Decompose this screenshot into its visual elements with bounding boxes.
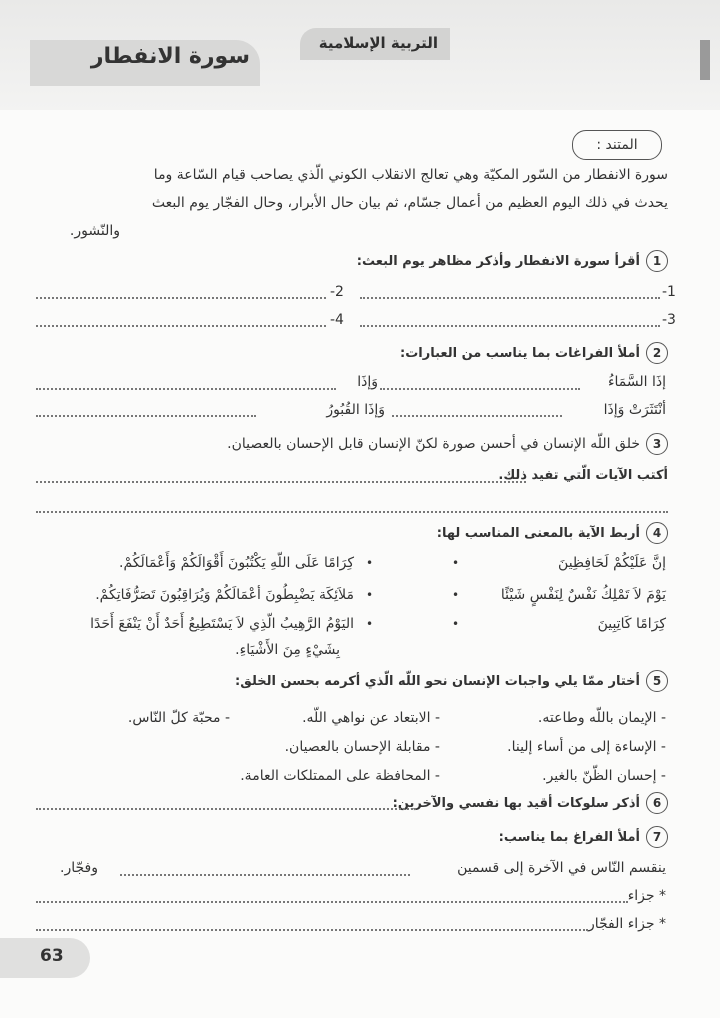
question-text: أختار ممّا يلي واجبات الإنسان نحو اللّه الّذي أكرمه بحسن الخلق:	[235, 674, 640, 689]
question-text: أذكر سلوكات أقيد بها نفسي والآخرين:	[392, 796, 640, 811]
intro-line-2: يحدث في ذلك اليوم العظيم من أعمال جسّام، ثم بيان حال الأبرار، وحال الفجّار يوم البعث	[151, 195, 668, 211]
q7-line-end: وفجّار.	[60, 860, 98, 876]
subject-title: التربية الإسلامية	[318, 34, 438, 52]
fill-line-1a: إذَا السَّمَاءُ	[607, 374, 666, 390]
question-number: 2	[646, 342, 668, 364]
q7-item-2: * جزاء الفجّار	[587, 916, 666, 932]
question-text: أربط الآية بالمعنى المناسب لها:	[436, 526, 640, 541]
surah-title: سورة الانفطار	[90, 44, 250, 69]
bullet-left-1[interactable]: •	[452, 556, 460, 570]
question-6	[393, 792, 668, 814]
meaning-3-cont: بِشَيْءٍ مِنَ الأَشْيَاءِ.	[235, 642, 340, 658]
question-number: 6	[646, 792, 668, 814]
intro-line-1: سورة الانفطار من السّور المكيّة وهي تعالج الانقلاب الكوني الّذي يصاحب قيام السّاعة وما	[153, 167, 668, 183]
question-3	[227, 432, 668, 456]
question-5	[235, 670, 668, 692]
q7-item-1: * جزاء	[627, 888, 666, 904]
option-2[interactable]: - الابتعاد عن نواهي اللّه.	[302, 710, 440, 726]
meaning-2: مَلاَئِكَة يَضْبِطُونَ أعْمَالَكُمْ وَيُرَاقِبُونَ تَصَرُّفَاتِكُمْ.	[95, 587, 354, 603]
q7-line: ينقسم النّاس في الآخرة إلى قسمين	[457, 860, 666, 876]
answer-line-q3b[interactable]	[36, 510, 668, 513]
question-3-sub: أكتب الآيات الّتي تفيد ذلك.	[498, 468, 668, 483]
question-2	[400, 342, 668, 364]
bullet-left-2[interactable]: •	[452, 588, 460, 602]
answer-line-3[interactable]	[360, 324, 660, 327]
bullet-right-1[interactable]: •	[366, 556, 374, 570]
answer-line-q7b[interactable]	[36, 928, 588, 931]
answer-line-q7a[interactable]	[36, 900, 628, 903]
option-3[interactable]: - محبّة كلّ النّاس.	[127, 710, 230, 726]
fill-line-2b: وَإذَا القُبُورُ	[326, 402, 385, 418]
fill-blank-3[interactable]	[392, 414, 562, 417]
fill-line-2a: أنْتَثَرَتْ وَإذَا	[603, 402, 666, 418]
fill-blank-q7[interactable]	[120, 873, 410, 876]
bullet-right-3[interactable]: •	[366, 617, 374, 631]
text-label-badge: المتند :	[572, 130, 662, 160]
question-4	[437, 522, 668, 544]
page-number: 63	[40, 946, 64, 966]
question-1	[357, 250, 668, 272]
fill-blank-1[interactable]	[380, 387, 580, 390]
answer-line-q3a[interactable]	[36, 480, 526, 483]
option-7[interactable]: - المحافظة على الممتلكات العامة.	[240, 768, 440, 784]
fill-blank-2[interactable]	[36, 387, 336, 390]
question-text: خلق اللّه الإنسان في أحسن صورة لكنّ الإنسان قابل الإحسان بالعصيان.	[227, 436, 640, 452]
question-number: 5	[646, 670, 668, 692]
answer-label-1: -1	[662, 284, 676, 300]
verse-3: كِرَامًا كَاتِبِينَ	[597, 616, 666, 632]
question-7	[499, 826, 668, 848]
verse-1: إنَّ عَلَيْكُمْ لَحَافِظِينَ	[558, 555, 666, 571]
question-number: 1	[646, 250, 668, 272]
fill-line-1b: وَإذَا	[357, 374, 378, 390]
answer-line-1[interactable]	[360, 296, 660, 299]
option-6[interactable]: - إحسان الظّنّ بالغير.	[542, 768, 666, 784]
meaning-3: اليَوْمُ الرَّهِيبُ الّذِي لاَ يَسْتَطِيعُ أَحَدٌ أَنْ يَنْفَعَ أَحَدًا	[90, 616, 354, 632]
answer-label-4: -4	[330, 312, 344, 328]
option-4[interactable]: - الإساءة إلى من أساء إلينا.	[507, 739, 666, 755]
intro-line-3: والنّشور.	[69, 223, 120, 239]
question-number: 7	[646, 826, 668, 848]
question-text: أملأ الفراغات بما يناسب من العبارات:	[400, 346, 640, 361]
answer-label-2: -2	[330, 284, 344, 300]
bullet-right-2[interactable]: •	[366, 588, 374, 602]
answer-line-4[interactable]	[36, 324, 326, 327]
question-text: أملأ الفراغ بما يناسب:	[498, 830, 640, 845]
fill-blank-4[interactable]	[36, 414, 256, 417]
question-number: 3	[646, 433, 668, 455]
answer-line-q6[interactable]	[36, 807, 416, 810]
question-text: أقرأ سورة الانفطار وأذكر مظاهر يوم البعث:	[356, 254, 640, 269]
option-5[interactable]: - مقابلة الإحسان بالعصيان.	[284, 739, 440, 755]
answer-line-2[interactable]	[36, 296, 326, 299]
bullet-left-3[interactable]: •	[452, 617, 460, 631]
verse-2: يَوْمَ لاَ تَمْلِكُ نَفْسٌ لِنَفْسٍ شَيْئًا	[500, 587, 666, 603]
option-1[interactable]: - الإيمان باللّه وطاعته.	[537, 710, 666, 726]
question-number: 4	[646, 522, 668, 544]
page-edge-marker	[700, 40, 710, 80]
meaning-1: كِرَامًا عَلَى اللّهِ يَكْتُبُونَ أَقْوَالَكُمْ وَأَعْمَالَكُمْ.	[119, 555, 354, 571]
answer-label-3: -3	[662, 312, 676, 328]
